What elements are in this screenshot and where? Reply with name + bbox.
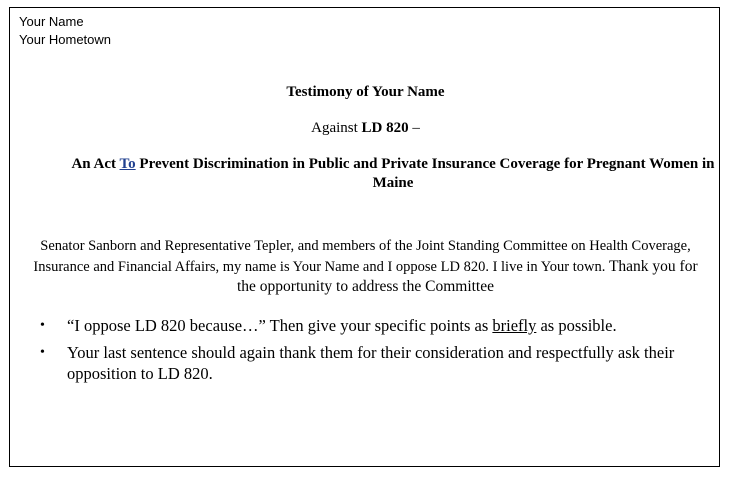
sender-block [19,13,111,49]
sender-hometown: Your Hometown [19,32,112,47]
bill-number: LD 820 [361,120,409,136]
intro-paragraph [28,237,703,298]
bullet-list [40,315,710,390]
intro-text: Senator Sanborn and Representative Tepler, and members of the Joint Standing Committee on Health Coverage, Insurance and Financial Affairs, my name is Your Name and I oppose LD 820. I live in Your town. [33,238,691,275]
bullet-text-start: “I oppose LD 820 because…” Then give your specific points as [67,316,493,335]
against-line [10,120,721,137]
act-title-to: To [119,156,136,172]
document-page [9,7,720,467]
against-suffix: – [408,120,420,136]
bullet-text-end: as possible. [536,316,617,335]
act-title [70,155,716,193]
testimony-title: Testimony of Your Name [286,84,445,100]
bullet-text: Your last sentence should again thank them for their consideration and respectfully ask their opposition to LD 820. [67,343,675,383]
list-item [40,342,710,384]
act-title-part2: Prevent Discrimination in Public and Private Insurance Coverage for Pregnant Women in Maine [135,156,715,191]
bullet-icon: • [40,345,45,360]
bullet-icon: • [40,318,45,333]
act-title-part1: An Act [71,156,120,172]
sender-name: Your Name [19,14,84,29]
against-prefix: Against [311,120,362,136]
intro-thanks: Thank you for the opportunity to address the Committee [237,257,698,295]
list-item [40,315,710,336]
bullet-text-underlined: briefly [492,316,537,335]
